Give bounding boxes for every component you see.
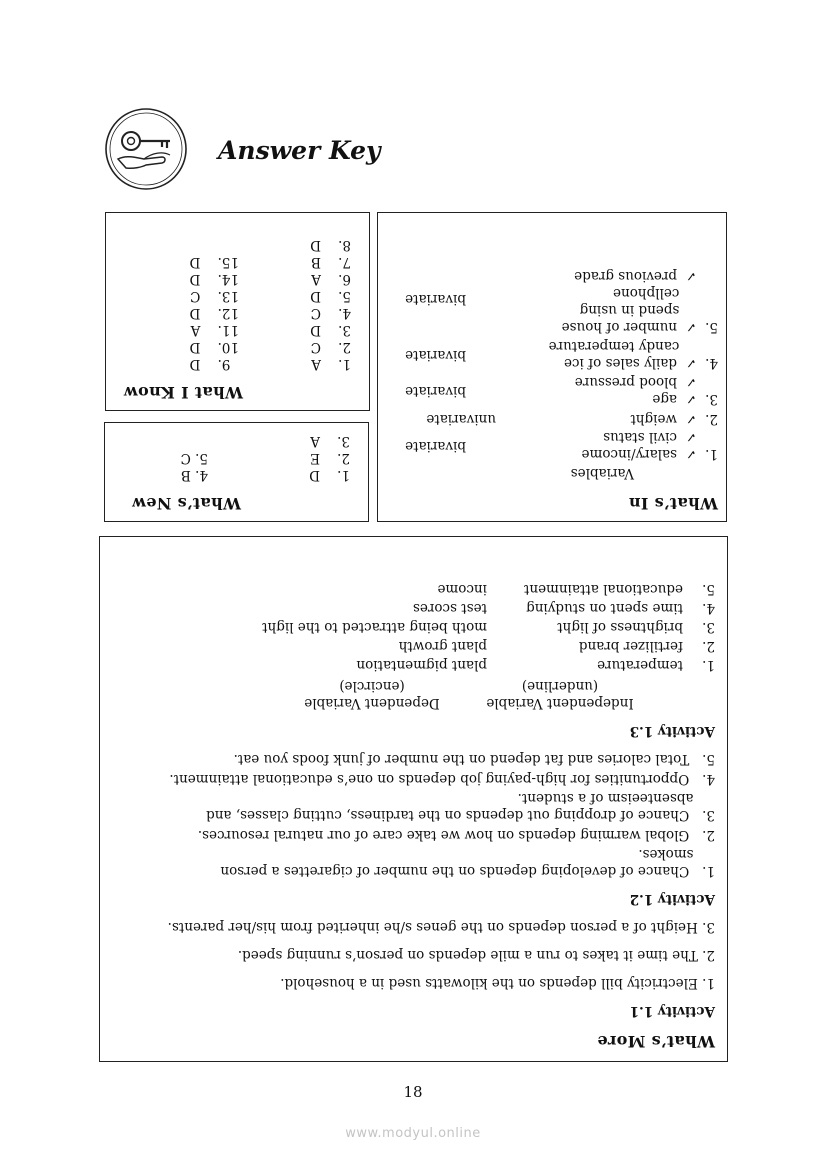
whats-in-item: 1. ✓ salary/income ✓ civil status bivariate: [405, 429, 718, 462]
table-row: 3. brightness of light moth being attracted to the light: [262, 619, 715, 635]
whats-more-heading: What’s More: [597, 1032, 715, 1051]
answer-item: 8. D: [310, 237, 351, 253]
table-row: 1. temperature plant pigmentation: [356, 657, 715, 673]
answer-item: 2. C: [310, 339, 351, 355]
independent-header: Independent Variable (underline): [486, 678, 634, 711]
whats-in-item: 4. ✓ daily sales of ice candy temperature bivariate: [405, 338, 718, 371]
activity-1-1-item: 2. The time it takes to run a mile depends on person’s running speed.: [237, 947, 715, 963]
activity-1-2-item: 5. Total calories and fat depend on the number of junk foods you eat.: [233, 751, 715, 767]
table-row: 4. time spent on studying test scores: [412, 600, 715, 616]
variables-header: Variables: [570, 465, 634, 481]
answer-item: 3. D: [310, 322, 351, 338]
whats-new-heading: What’s New: [131, 494, 241, 513]
watermark: www.modyul.online: [345, 1126, 481, 1141]
answer-item: 12. D: [189, 305, 239, 321]
answer-item: 14. D: [189, 271, 239, 287]
whats-in-item: 5. ✓ number of house spend in using cellphone ✓ previous grade bivariate: [405, 268, 718, 335]
whats-in-item: 2. ✓ weight univariate: [426, 411, 718, 427]
answer-item: 9. D: [189, 356, 231, 372]
answer-item: 6. A: [311, 271, 351, 287]
dependent-header: Dependent Variable (encircle): [304, 678, 440, 711]
answer-item: 7. B: [311, 254, 351, 270]
activity-1-3-table: [115, 578, 715, 673]
answer-item: 4. B: [180, 467, 208, 483]
whats-new-col1: [309, 432, 350, 483]
whats-more-box: [99, 536, 728, 1062]
activity-1-1-item: 3. Height of a person depends on the genes s/he inherited from his/her parents.: [167, 919, 715, 935]
whats-new-box: [104, 422, 369, 522]
whats-new-col2: [180, 449, 208, 483]
activity-1-2-item: 2. Global warming depends on how we take care of our natural resources.: [197, 827, 715, 843]
whats-in-heading: What’s In: [628, 494, 718, 513]
activity-1-2-item: 3. Chance of dropping out depends on the tardiness, cutting classes, and absenteeism of a student.: [206, 790, 715, 823]
answer-item: 3. A: [310, 433, 350, 449]
what-i-know-heading: What I Know: [123, 383, 243, 402]
table-row: 5. educational attainment income: [437, 581, 715, 597]
key-in-hand-icon: [104, 107, 188, 191]
whats-in-item: 3. ✓ age ✓ blood pressure bivariate: [405, 374, 718, 407]
answer-item: 4. C: [310, 305, 351, 321]
what-i-know-box: [105, 212, 370, 411]
answer-item: 2. E: [310, 450, 350, 466]
answer-item: 13. C: [190, 288, 239, 304]
what-i-know-col2: [169, 253, 239, 372]
answer-item: 5. D: [310, 288, 351, 304]
page-number: 18: [403, 1083, 423, 1101]
answer-item: 1. A: [311, 356, 351, 372]
answer-item: 10. D: [189, 339, 239, 355]
activity-1-2-title: Activity 1.2: [629, 891, 715, 907]
activity-1-1-title: Activity 1.1: [629, 1003, 715, 1019]
activity-1-2-item: 1. Chance of developing depends on the number of cigarettes a person smokes.: [220, 846, 715, 879]
table-row: 2. fertilizer brand plant growth: [398, 638, 715, 654]
whats-in-box: [377, 212, 727, 522]
activity-1-2-item: 4. Opportunities for high-paying job depends on one’s educational attainment.: [169, 771, 715, 787]
answer-item: 5. C: [180, 450, 208, 466]
key-logo: [104, 107, 188, 191]
answer-item: 15. D: [189, 254, 239, 270]
page-title: Answer Key: [218, 136, 381, 165]
answer-item: 1. D: [309, 467, 350, 483]
activity-1-1-item: 1. Electricity bill depends on the kilowatts used in a household.: [280, 975, 715, 991]
answer-item: 11. A: [190, 322, 239, 338]
what-i-know-col1: [281, 236, 351, 372]
activity-1-3-title: Activity 1.3: [629, 723, 715, 739]
